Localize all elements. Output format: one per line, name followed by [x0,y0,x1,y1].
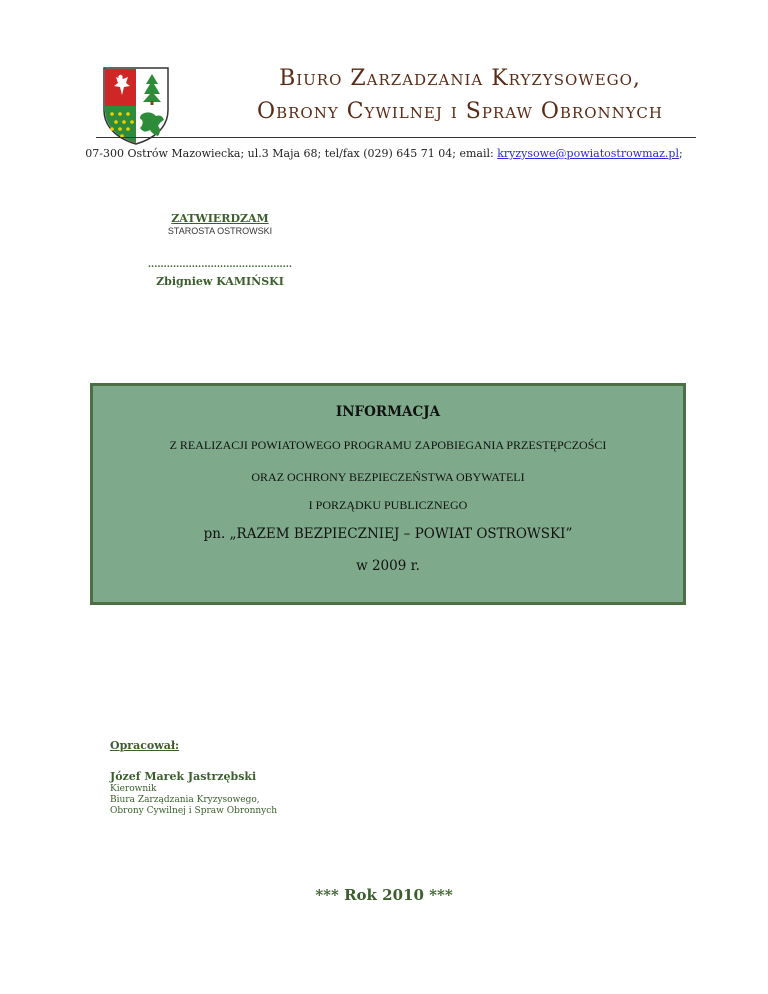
prepared-by-label: Opracował: [110,739,180,752]
author-unit-line1: Biura Zarządzania Kryzysowego, [110,795,260,805]
address-suffix: ; [678,147,683,160]
report-year: w 2009 r. [356,558,420,574]
info-line-1: Z REALIZACJI POWIATOWEGO PROGRAMU ZAPOBIEGANIA PRZESTĘPCZOŚCI [169,438,607,452]
info-line-2: ORAZ OCHRONY BEZPIECZEŃSTWA OBYWATELI [251,470,525,484]
office-title-line2: Obrony Cywilnej i Spraw Obronnych [257,99,663,124]
email-link[interactable]: kryzysowe@powiatostrowmaz.pl [497,147,679,160]
approval-heading: ZATWIERDZAM [171,212,269,225]
address-text: 07-300 Ostrów Mazowiecka; ul.3 Maja 68; tel/fax (029) 645 71 04; email: [85,147,498,160]
info-line-3: I PORZĄDKU PUBLICZNEGO [308,498,468,512]
info-heading: INFORMACJA [335,404,441,420]
approver-name: Zbigniew KAMIŃSKI [156,275,284,288]
document-year: *** Rok 2010 *** [315,886,453,904]
header-divider [96,137,696,138]
coat-of-arms-icon [102,66,170,146]
approval-subtitle: STAROSTA OSTROWSKI [167,226,273,236]
office-title-line1: Biuro Zarzadzania Kryzysowego, [279,66,641,91]
program-name: pn. „RAZEM BEZPIECZNIEJ – POWIAT OSTROWSKI” [203,526,573,542]
info-box [90,383,686,605]
signature-line: .............................................. [147,260,293,270]
author-name: Józef Marek Jastrzębski [110,770,257,783]
author-unit-line2: Obrony Cywilnej i Spraw Obronnych [110,806,278,816]
contact-address [60,147,708,160]
author-role: Kierownik [110,784,157,794]
